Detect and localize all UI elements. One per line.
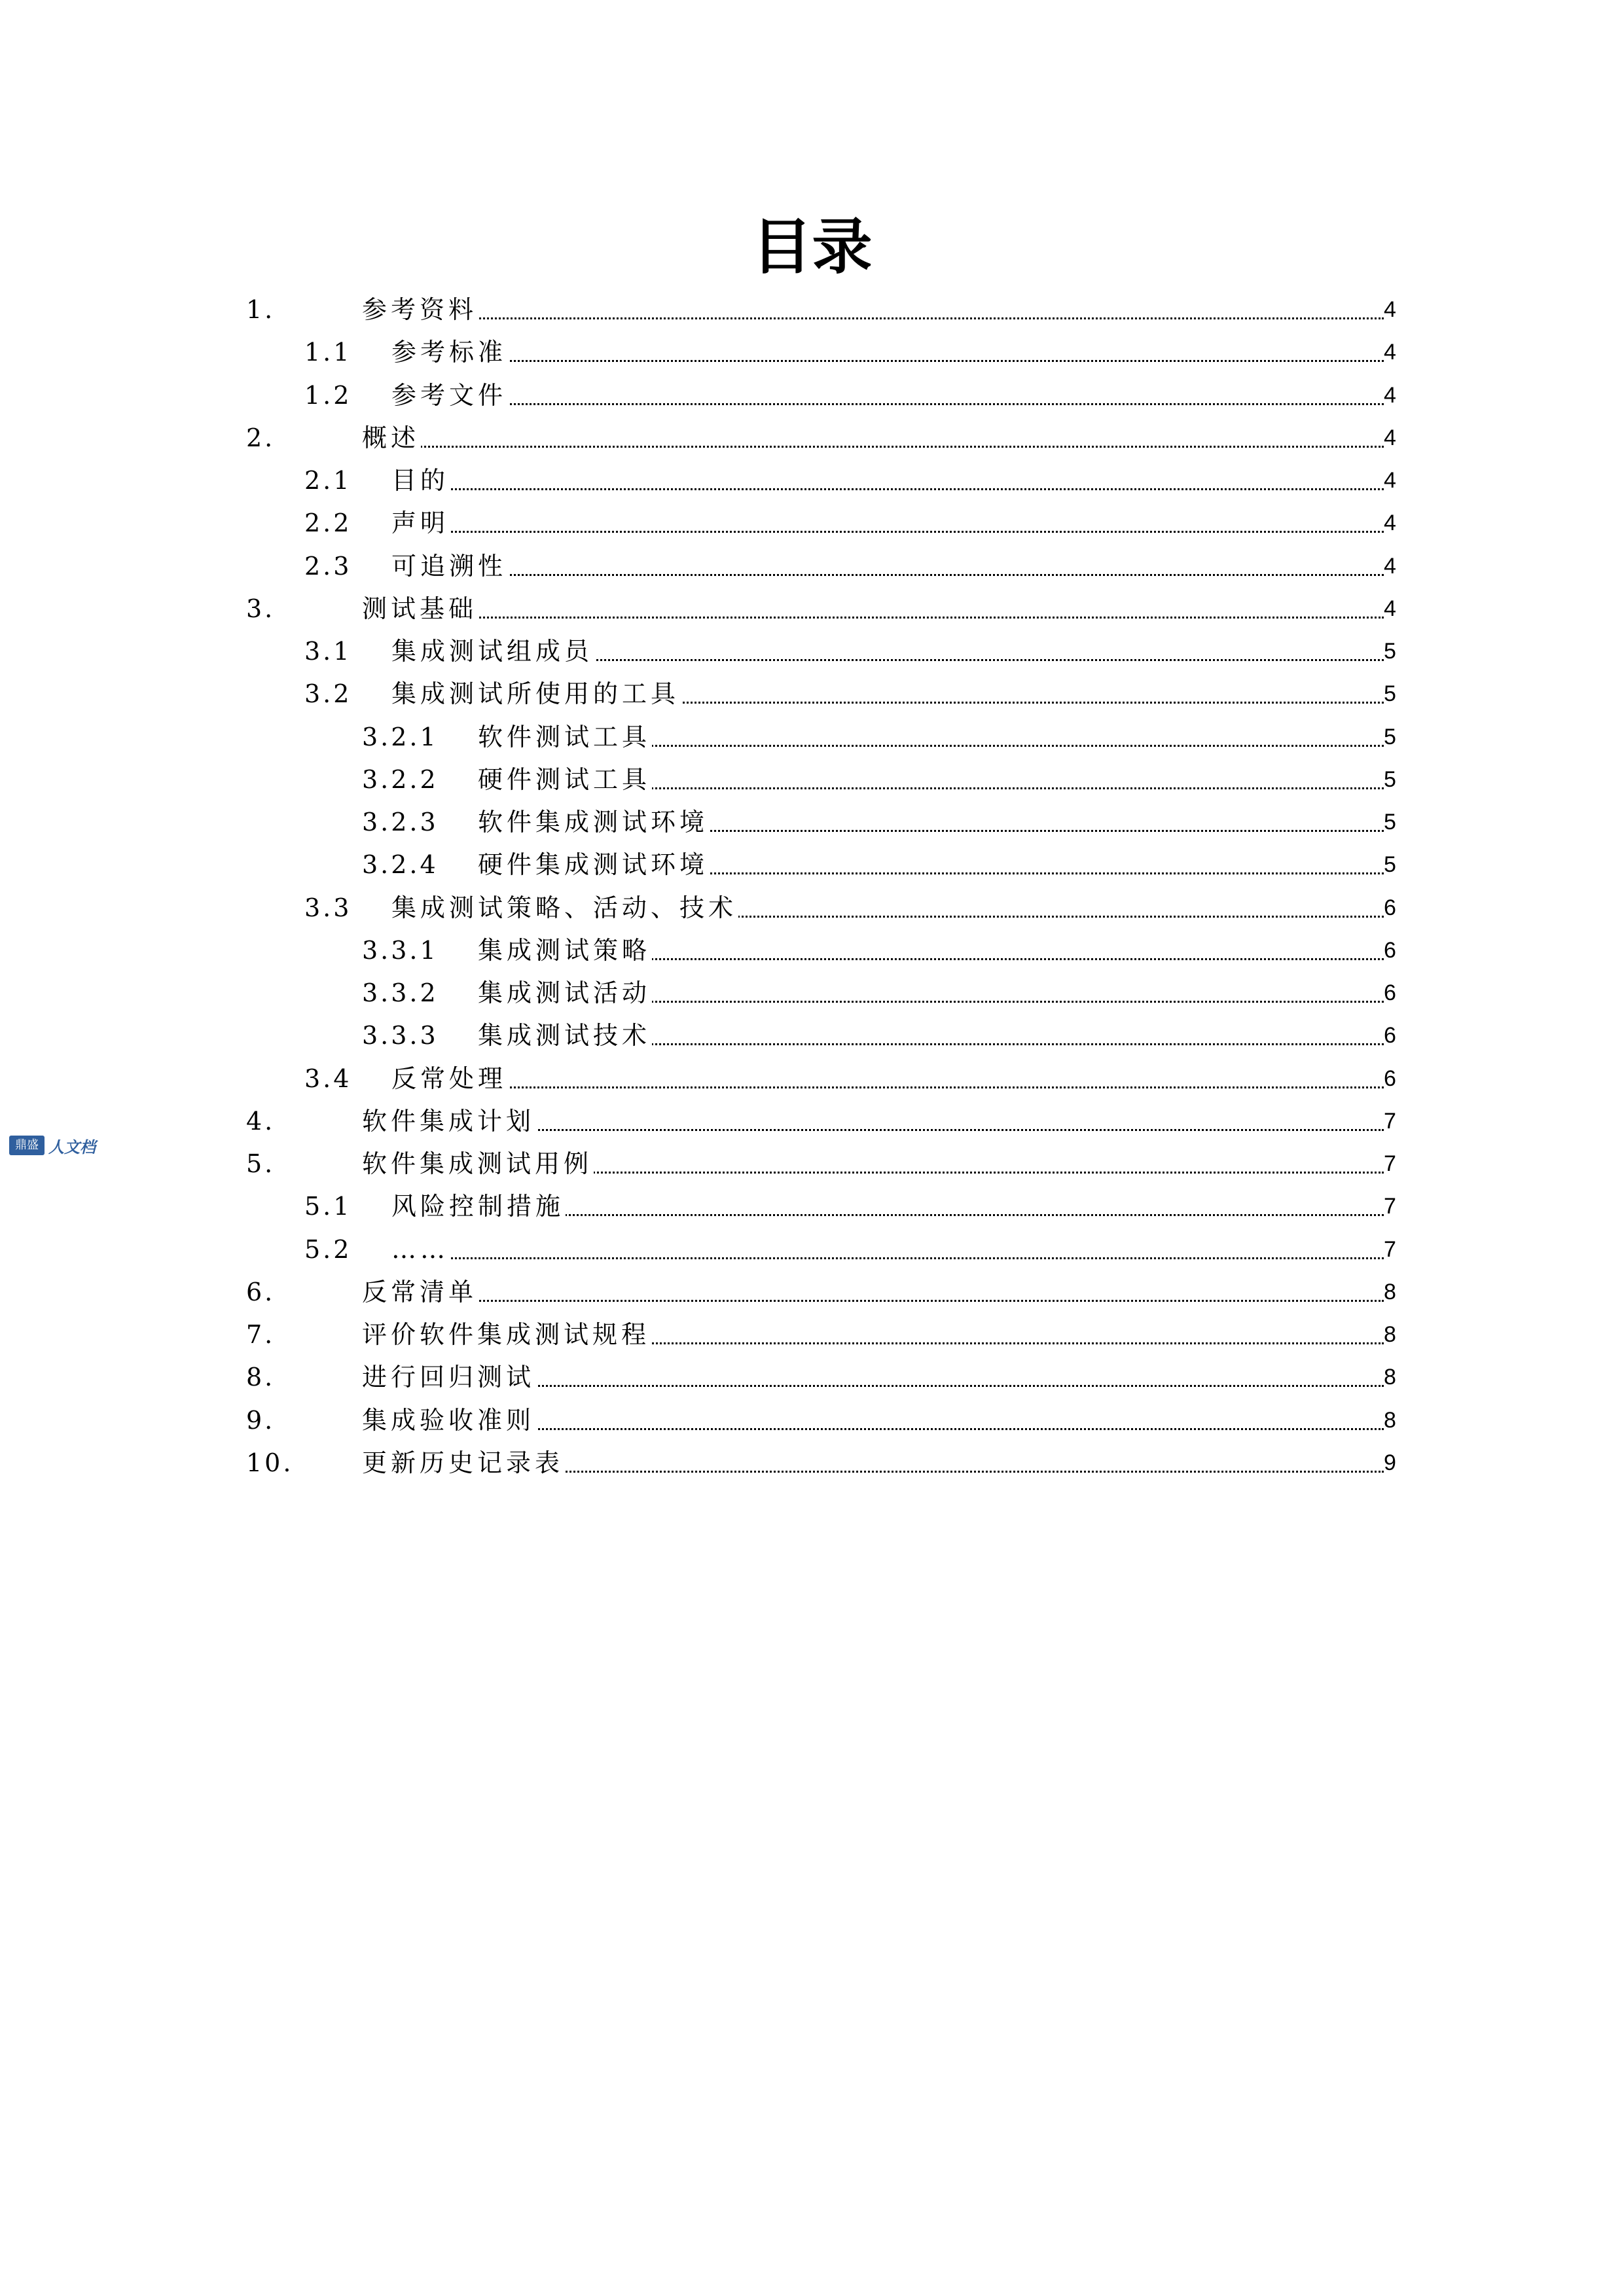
toc-entry-page: 8 (1384, 1408, 1396, 1433)
toc-entry-title: 更新历史记录表 (362, 1448, 564, 1477)
toc-entry-leader (362, 1401, 1384, 1440)
toc-entry-leader (362, 1357, 1384, 1397)
toc-entry-title: 风险控制措施 (391, 1192, 565, 1221)
toc-entry-number: 3.4 (304, 1064, 352, 1093)
toc-entry-leader (478, 760, 1384, 799)
toc-entry-number: 1.1 (304, 338, 352, 367)
toc-entry-leader (362, 1315, 1384, 1354)
toc-entry-title: 软件测试工具 (478, 723, 651, 751)
toc-entry-page: 4 (1384, 425, 1396, 450)
toc-entry[interactable] (0, 717, 1624, 757)
toc-entry-leader (391, 1059, 1384, 1098)
toc-entry-leader (362, 1144, 1384, 1183)
toc-entry-number: 4. (246, 1107, 276, 1136)
toc-entry-leader (391, 547, 1384, 586)
toc-entry-number: 3.1 (304, 637, 352, 666)
toc-entry-title: 软件集成计划 (362, 1107, 535, 1136)
toc-entry-title: 集成测试技术 (478, 1021, 651, 1050)
toc-entry-number: 3.2.4 (362, 850, 439, 879)
toc-entry[interactable] (0, 1357, 1624, 1397)
toc-entry-title: 测试基础 (362, 594, 478, 623)
toc-entry[interactable] (0, 760, 1624, 799)
toc-entry-page: 6 (1384, 1066, 1396, 1091)
toc-entry-page: 5 (1384, 639, 1396, 664)
toc-entry-leader (478, 1016, 1384, 1055)
toc-entry-title: 集成测试策略、活动、技术 (391, 893, 738, 922)
toc-entry-number: 3.3 (304, 893, 352, 922)
toc-entry-page: 8 (1384, 1280, 1396, 1304)
toc-entry-leader (478, 845, 1384, 884)
toc-entry[interactable] (0, 1230, 1624, 1269)
toc-entry-title: …… (391, 1235, 449, 1264)
toc-entry-title: 参考文件 (391, 381, 507, 410)
toc-entry-leader (362, 418, 1384, 457)
toc-entry-page: 7 (1384, 1151, 1396, 1176)
toc-entry-title: 集成验收准则 (362, 1406, 535, 1435)
toc-entry-number: 1.2 (304, 381, 352, 410)
toc-entry-number: 3.2.2 (362, 765, 439, 794)
toc-entry-page: 4 (1384, 468, 1396, 493)
toc-entry[interactable] (0, 1016, 1624, 1055)
toc-entry-title: 反常清单 (362, 1278, 478, 1306)
toc-entry-leader (478, 973, 1384, 1013)
toc-entry[interactable] (0, 1272, 1624, 1312)
toc-entry[interactable] (0, 1315, 1624, 1354)
toc-entry-leader (362, 1443, 1384, 1482)
toc-entry-page: 4 (1384, 511, 1396, 535)
watermark-text: 人文档 (48, 1138, 96, 1157)
toc-entry-page: 4 (1384, 596, 1396, 621)
toc-entry-title: 参考资料 (362, 295, 478, 324)
toc-entry[interactable] (0, 1144, 1624, 1183)
toc-entry[interactable] (0, 376, 1624, 415)
toc-entry-title: 概述 (362, 423, 420, 452)
toc-entry[interactable] (0, 1059, 1624, 1098)
dot-leader (391, 1086, 1384, 1088)
toc-entry-title: 集成测试策略 (478, 936, 651, 965)
toc-entry[interactable] (0, 632, 1624, 671)
toc-entry[interactable] (0, 461, 1624, 500)
toc-entry-number: 2.3 (304, 552, 352, 581)
toc-entry-number: 3.2.3 (362, 808, 439, 836)
dot-leader (391, 403, 1384, 405)
toc-entry-page: 5 (1384, 767, 1396, 792)
dot-leader (362, 317, 1384, 319)
toc-entry[interactable] (0, 1187, 1624, 1226)
toc-entry-leader (478, 931, 1384, 970)
toc-entry-page: 9 (1384, 1450, 1396, 1475)
toc-entry-title: 参考标准 (391, 338, 507, 367)
toc-entry-page: 8 (1384, 1322, 1396, 1347)
toc-entry-page: 5 (1384, 725, 1396, 749)
toc-entry-number: 2.2 (304, 509, 352, 537)
toc-entry[interactable] (0, 1401, 1624, 1440)
toc-entry-leader (362, 1102, 1384, 1141)
toc-entry[interactable] (0, 802, 1624, 842)
toc-entry-leader (362, 1272, 1384, 1312)
toc-entry-number: 2. (246, 423, 276, 452)
toc-entry-page: 6 (1384, 895, 1396, 920)
toc-entry-title: 集成测试组成员 (391, 637, 594, 666)
toc-entry-title: 硬件测试工具 (478, 765, 651, 794)
toc-entry-number: 3.3.1 (362, 936, 439, 965)
toc-entry-number: 8. (246, 1363, 276, 1391)
toc-entry-number: 5.2 (304, 1235, 352, 1264)
toc-entry-leader (391, 503, 1384, 543)
dot-leader (362, 446, 1384, 448)
toc-entry-leader (391, 1230, 1384, 1269)
toc-entry-leader (362, 290, 1384, 329)
toc-entry-title: 软件集成测试环境 (478, 808, 709, 836)
toc-entry-title: 可追溯性 (391, 552, 507, 581)
toc-entry-number: 3.3.2 (362, 978, 439, 1007)
toc-entry-page: 6 (1384, 1023, 1396, 1048)
toc-entry-number: 3.2 (304, 679, 352, 708)
dot-leader (391, 531, 1384, 533)
toc-entry-leader (391, 888, 1384, 927)
toc-entry-title: 评价软件集成测试规程 (362, 1320, 651, 1349)
toc-entry-leader (391, 674, 1384, 713)
toc-entry-page: 5 (1384, 810, 1396, 834)
toc-entry-number: 5.1 (304, 1192, 352, 1221)
toc-entry-page: 6 (1384, 980, 1396, 1005)
toc-entry-title: 目的 (391, 466, 450, 495)
toc-entry-leader (362, 589, 1384, 628)
toc-entry-page: 4 (1384, 297, 1396, 322)
toc-entry-title: 进行回归测试 (362, 1363, 535, 1391)
dot-leader (391, 1257, 1384, 1259)
toc-entry[interactable] (0, 332, 1624, 372)
toc-entry-title: 反常处理 (391, 1064, 507, 1093)
toc-entry-page: 4 (1384, 340, 1396, 365)
toc-entry-page: 4 (1384, 554, 1396, 579)
toc-entry[interactable] (0, 1102, 1624, 1141)
toc-entry[interactable] (0, 888, 1624, 927)
toc-entry-leader (478, 717, 1384, 757)
toc-entry-leader (478, 802, 1384, 842)
toc-entry[interactable] (0, 589, 1624, 628)
toc-entry[interactable] (0, 973, 1624, 1013)
toc-entry-leader (391, 1187, 1384, 1226)
toc-entry-number: 3. (246, 594, 276, 623)
toc-entry-page: 7 (1384, 1194, 1396, 1219)
toc-entry[interactable] (0, 418, 1624, 457)
toc-entry-title: 集成测试活动 (478, 978, 651, 1007)
toc-entry-number: 3.3.3 (362, 1021, 439, 1050)
toc-entry[interactable] (0, 674, 1624, 713)
toc-entry-page: 7 (1384, 1109, 1396, 1134)
toc-entry-number: 7. (246, 1320, 276, 1349)
toc-entry[interactable] (0, 845, 1624, 884)
toc-entry[interactable] (0, 290, 1624, 329)
toc-entry-leader (391, 376, 1384, 415)
toc-entry[interactable] (0, 1443, 1624, 1482)
toc-entry-title: 软件集成测试用例 (362, 1149, 593, 1178)
toc-entry-page: 6 (1384, 938, 1396, 963)
toc-entry-number: 5. (246, 1149, 276, 1178)
toc-entry-leader (391, 632, 1384, 671)
toc-entry-number: 2.1 (304, 466, 352, 495)
toc-entry-page: 5 (1384, 681, 1396, 706)
dot-leader (391, 574, 1384, 576)
toc-entry-number: 10. (246, 1448, 294, 1477)
toc-entry-page: 8 (1384, 1365, 1396, 1390)
toc-entry-page: 4 (1384, 383, 1396, 408)
toc-entry-number: 3.2.1 (362, 723, 439, 751)
dot-leader (391, 360, 1384, 362)
toc-entry[interactable] (0, 547, 1624, 586)
toc-entry-leader (391, 461, 1384, 500)
toc-entry-page: 5 (1384, 852, 1396, 877)
toc-entry-title: 集成测试所使用的工具 (391, 679, 680, 708)
toc-entry-number: 6. (246, 1278, 276, 1306)
toc-entry[interactable] (0, 503, 1624, 543)
dot-leader (362, 617, 1384, 619)
toc-entry-number: 1. (246, 295, 276, 324)
toc-entry[interactable] (0, 931, 1624, 970)
toc-entry-number: 9. (246, 1406, 276, 1435)
watermark-badge: 鼎盛 (9, 1136, 45, 1155)
dot-leader (362, 1300, 1384, 1302)
toc-entry-page: 7 (1384, 1237, 1396, 1262)
dot-leader (391, 488, 1384, 490)
toc-entry-title: 硬件集成测试环境 (478, 850, 709, 879)
page-title: 目录 (751, 212, 873, 282)
toc-entry-title: 声明 (391, 509, 450, 537)
toc-entry-leader (391, 332, 1384, 372)
